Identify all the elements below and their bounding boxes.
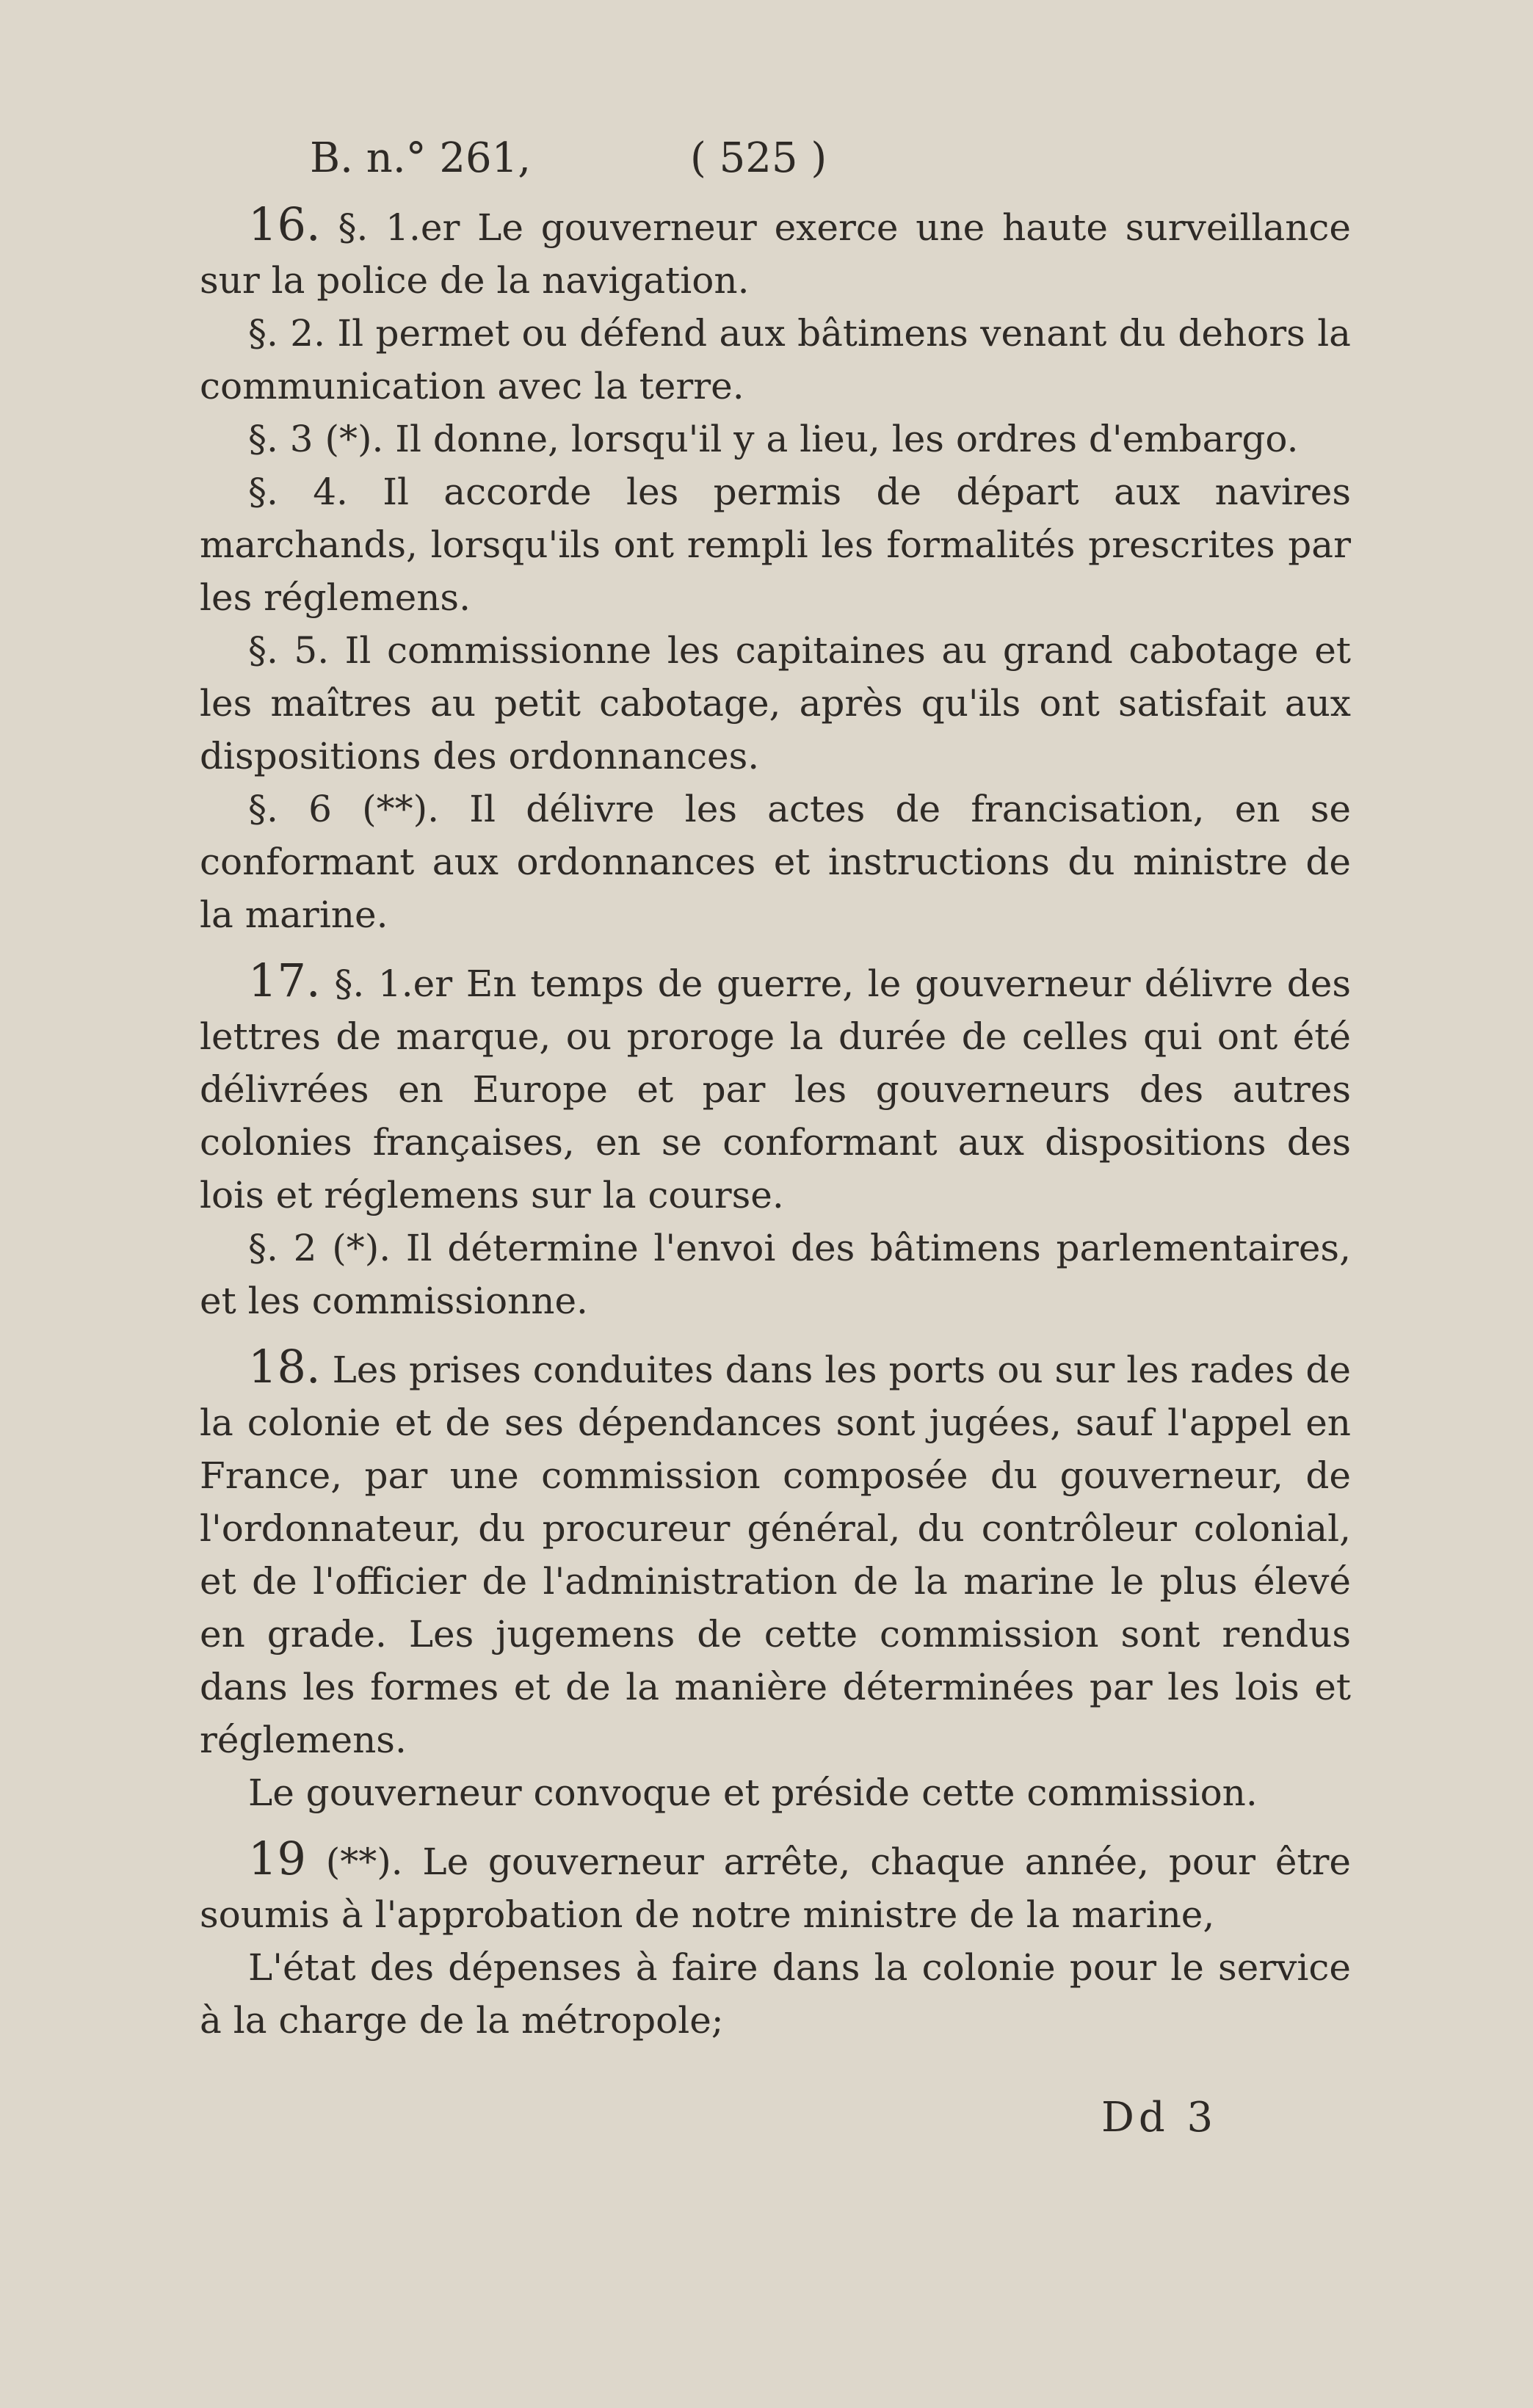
paragraph-text: Les prises conduites dans les ports ou sur les rades de la colonie et de ses dépendances sont jugées, sauf l'appel en France, par une commission composée du gouverneur, de l'ordonnateur, du procureur général, du contrôleur colonial, et de l'officier de l'administration de la marine le plus élevé en grade. Les jugemens de cette commission sont rendus dans les formes et de la manière déterminées par les lois et réglemens.	[200, 1349, 1351, 1761]
paragraph-text: §. 1.er Le gouverneur exerce une haute surveillance sur la police de la navigation.	[200, 206, 1351, 302]
paragraph: §. 3 (*). Il donne, lorsqu'il y a lieu, les ordres d'embargo.	[248, 418, 1299, 460]
article-number: 18.	[248, 1340, 321, 1393]
paragraph-text: §. 1.er En temps de guerre, le gouverneur délivre des lettres de marque, ou proroge la durée de celles qui ont été délivrées en Europe et par les gouverneurs des autres colonies françaises, en se conformant aux dispositions des lois et réglemens sur la course.	[200, 962, 1352, 1216]
paragraph: Le gouverneur convoque et préside cette commission.	[248, 1771, 1258, 1814]
paragraph: §. 2 (*). Il détermine l'envoi des bâtimens parlementaires, et les commissionne.	[200, 1227, 1351, 1322]
bulletin-number: B. n.° 261,	[310, 134, 532, 182]
article-number: 16.	[248, 197, 321, 251]
article-number: 19	[248, 1832, 306, 1885]
article-number: 17.	[248, 954, 321, 1007]
paragraph: §. 2. Il permet ou défend aux bâtimens venant du dehors la communication avec la terre.	[200, 312, 1351, 407]
paragraph: §. 4. Il accorde les permis de départ aux navires marchands, lorsqu'ils ont rempli les formalités prescrites par les réglemens.	[200, 471, 1351, 619]
paragraph: §. 5. Il commissionne les capitaines au grand cabotage et les maîtres au petit cabotage, après qu'ils ont satisfait aux dispositions des ordonnances.	[200, 629, 1351, 777]
paragraph: L'état des dépenses à faire dans la colonie pour le service à la charge de la métropole;	[200, 1946, 1351, 2042]
page-number: ( 525 )	[690, 134, 827, 182]
paragraph	[200, 198, 1351, 307]
paragraph-text: (**). Le gouverneur arrête, chaque année, pour être soumis à l'approbation de notre ministre de la marine,	[200, 1841, 1351, 1936]
paragraph	[200, 954, 1351, 1222]
paragraph	[200, 1832, 1351, 1941]
paragraph	[200, 1341, 1351, 1766]
paragraph: §. 6 (**). Il délivre les actes de francisation, en se conformant aux ordonnances et instructions du ministre de la marine.	[200, 788, 1351, 936]
document-body	[200, 198, 1351, 2047]
signature-mark: Dd 3	[1101, 2094, 1218, 2142]
